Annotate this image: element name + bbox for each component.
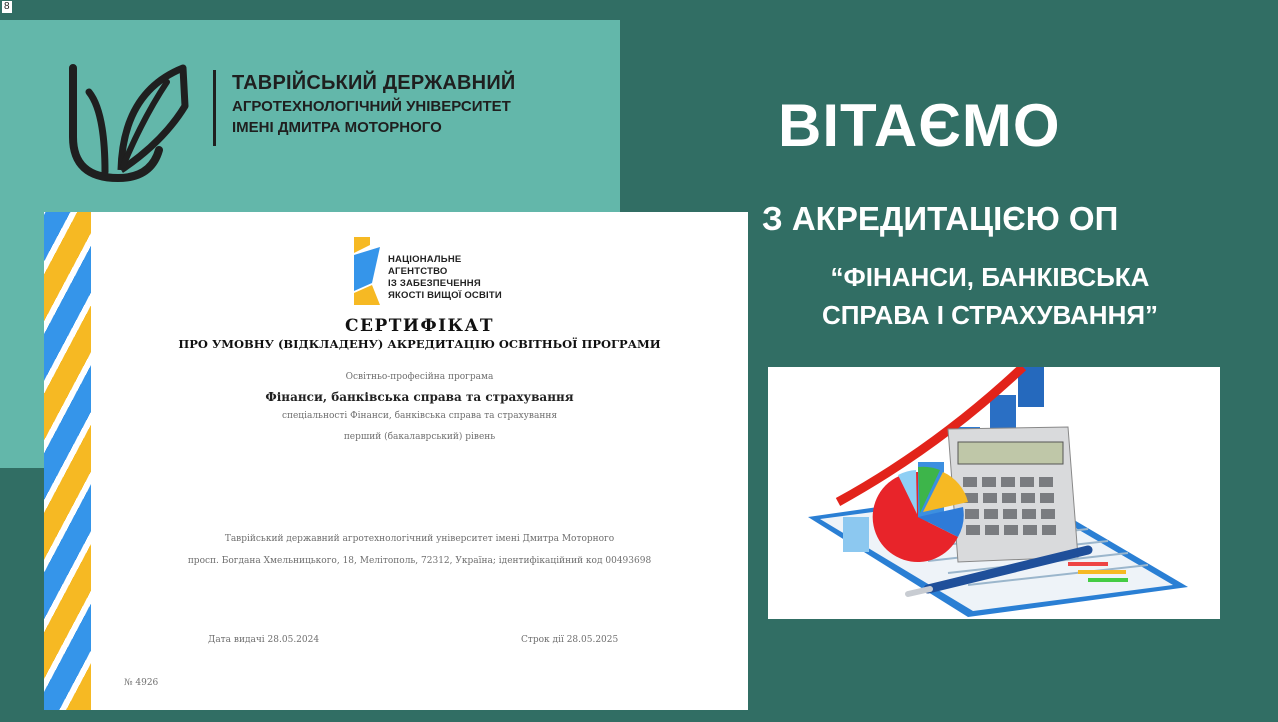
certificate-title: СЕРТИФІКАТ [344, 316, 495, 336]
certificate-number: № 4926 [124, 678, 159, 688]
valid-until: Строк дії 28.05.2025 [521, 635, 619, 645]
welcome-heading: ВІТАЄМО [778, 92, 1061, 159]
agency-name [388, 254, 502, 302]
logo-divider [213, 70, 216, 146]
finance-illustration [768, 367, 1220, 619]
agency-name-line2: АГЕНТСТВО [388, 266, 448, 277]
agency-name-line4: ЯКОСТІ ВИЩОЇ ОСВІТИ [388, 290, 502, 301]
certificate-program-name: Фінанси, банківська справа та страхування [265, 390, 574, 404]
accreditation-heading: З АКРЕДИТАЦІЄЮ ОП [762, 200, 1119, 237]
program-level: перший (бакалаврський) рівень [343, 432, 496, 442]
program-type: Освітньо-професійна програма [345, 372, 494, 382]
page-number: 8 [4, 1, 10, 12]
finance-illustration-drawing [768, 367, 1220, 619]
certificate-stripe [44, 212, 91, 710]
university-name [232, 70, 515, 138]
accreditation-certificate [44, 212, 748, 710]
institution-address: просп. Богдана Хмельницького, 18, Мелітополь, 72312, Україна; ідентифікаційний код 00493698 [187, 556, 652, 566]
program-name-line2: СПРАВА І СТРАХУВАННЯ” [821, 300, 1159, 330]
university-name-line3: ІМЕНІ ДМИТРА МОТОРНОГО [232, 119, 442, 136]
naqa-logo-icon [350, 235, 386, 305]
university-name-line2: АГРОТЕХНОЛОГІЧНИЙ УНІВЕРСИТЕТ [232, 98, 511, 115]
issue-date: Дата видачі 28.05.2024 [208, 635, 320, 645]
program-name-heading [770, 258, 1210, 334]
calculator [948, 427, 1078, 562]
program-specialty: спеціальності Фінанси, банківська справа та страхування [281, 411, 558, 421]
university-name-line1: ТАВРІЙСЬКИЙ ДЕРЖАВНИЙ [232, 72, 516, 94]
certificate-subtitle: ПРО УМОВНУ (ВІДКЛАДЕНУ) АКРЕДИТАЦІЮ ОСВІТНЬОЇ ПРОГРАМИ [178, 337, 661, 351]
leaf-logo-icon [63, 62, 193, 184]
institution-name: Таврійський державний агротехнологічний університет імені Дмитра Моторного [224, 534, 615, 544]
agency-name-line1: НАЦІОНАЛЬНЕ [388, 254, 462, 265]
agency-name-line3: ІЗ ЗАБЕЗПЕЧЕННЯ [388, 278, 481, 289]
program-name-line1: “ФІНАНСИ, БАНКІВСЬКА [830, 262, 1150, 292]
